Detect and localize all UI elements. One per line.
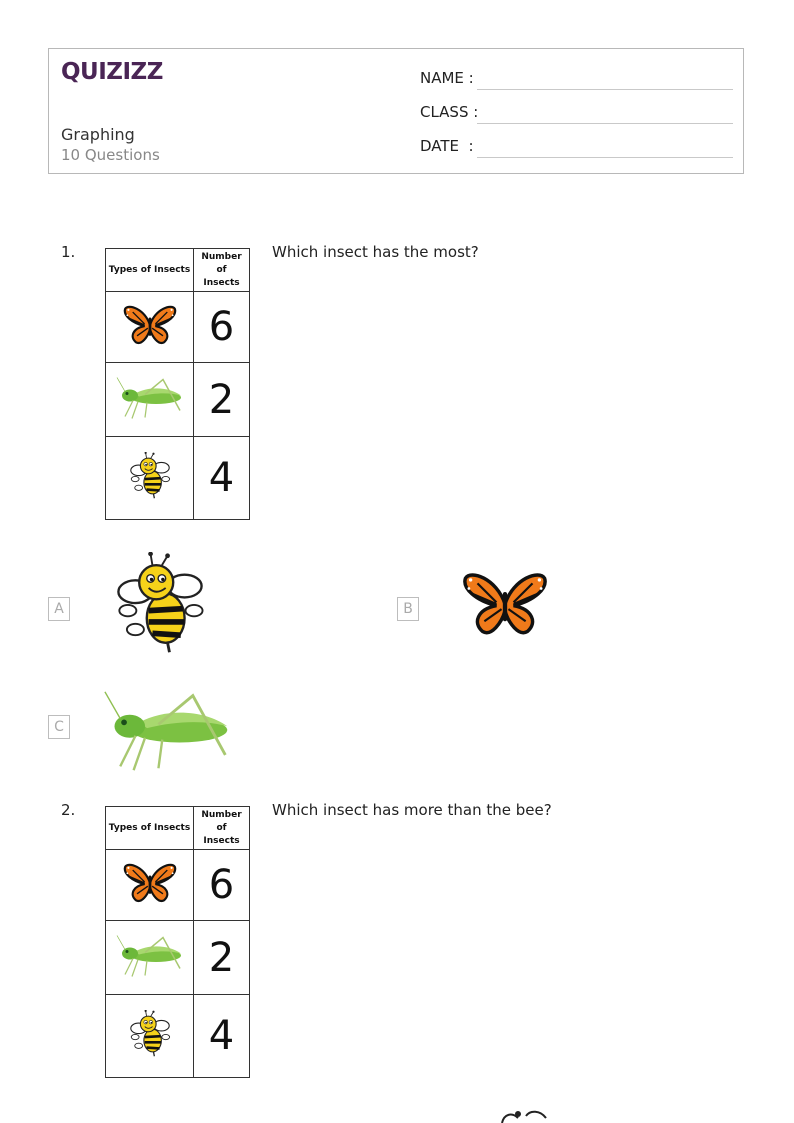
bee-icon bbox=[123, 452, 177, 500]
table-header-number: Number of Insects bbox=[194, 249, 250, 292]
table-header-insects: Types of Insects bbox=[106, 249, 194, 292]
worksheet-header bbox=[48, 48, 744, 174]
table-header-number: Number of Insects bbox=[194, 807, 250, 850]
butterfly-icon bbox=[123, 861, 177, 905]
table-cell-bee bbox=[106, 437, 194, 520]
worksheet-title: Graphing bbox=[61, 125, 135, 144]
bee-icon[interactable] bbox=[112, 552, 208, 656]
question-count: 10 Questions bbox=[61, 146, 160, 164]
question-2-data-table bbox=[105, 806, 250, 1078]
option-b-box[interactable]: B bbox=[397, 597, 419, 621]
date-label: DATE : bbox=[420, 137, 474, 155]
bee-icon bbox=[123, 1010, 177, 1058]
grasshopper-icon bbox=[115, 375, 185, 421]
option-c-box[interactable]: C bbox=[48, 715, 70, 739]
class-line[interactable] bbox=[477, 123, 733, 124]
butterfly-icon[interactable] bbox=[462, 568, 548, 640]
name-label: NAME : bbox=[420, 69, 474, 87]
table-cell-butterfly bbox=[106, 850, 194, 921]
option-a-box[interactable]: A bbox=[48, 597, 70, 621]
table-cell-count: 2 bbox=[194, 921, 250, 995]
name-line[interactable] bbox=[477, 89, 733, 90]
question-1-number: 1. bbox=[61, 243, 76, 261]
bee-icon-partial bbox=[496, 1108, 556, 1123]
table-cell-butterfly bbox=[106, 292, 194, 363]
table-cell-count: 6 bbox=[194, 292, 250, 363]
question-1-data-table bbox=[105, 248, 250, 520]
quizizz-logo bbox=[61, 59, 163, 87]
table-cell-count: 6 bbox=[194, 850, 250, 921]
grasshopper-icon[interactable] bbox=[100, 688, 236, 774]
class-label: CLASS : bbox=[420, 103, 479, 121]
table-cell-grasshopper bbox=[106, 921, 194, 995]
table-cell-count: 4 bbox=[194, 437, 250, 520]
logo-text: QUIZIZZ bbox=[61, 59, 163, 85]
question-2-number: 2. bbox=[61, 801, 76, 819]
question-1-text: Which insect has the most? bbox=[272, 243, 479, 261]
grasshopper-icon bbox=[115, 933, 185, 979]
question-2-text: Which insect has more than the bee? bbox=[272, 801, 552, 819]
table-cell-grasshopper bbox=[106, 363, 194, 437]
table-cell-count: 4 bbox=[194, 995, 250, 1078]
butterfly-icon bbox=[123, 303, 177, 347]
table-cell-bee bbox=[106, 995, 194, 1078]
table-header-insects: Types of Insects bbox=[106, 807, 194, 850]
date-line[interactable] bbox=[477, 157, 733, 158]
table-cell-count: 2 bbox=[194, 363, 250, 437]
